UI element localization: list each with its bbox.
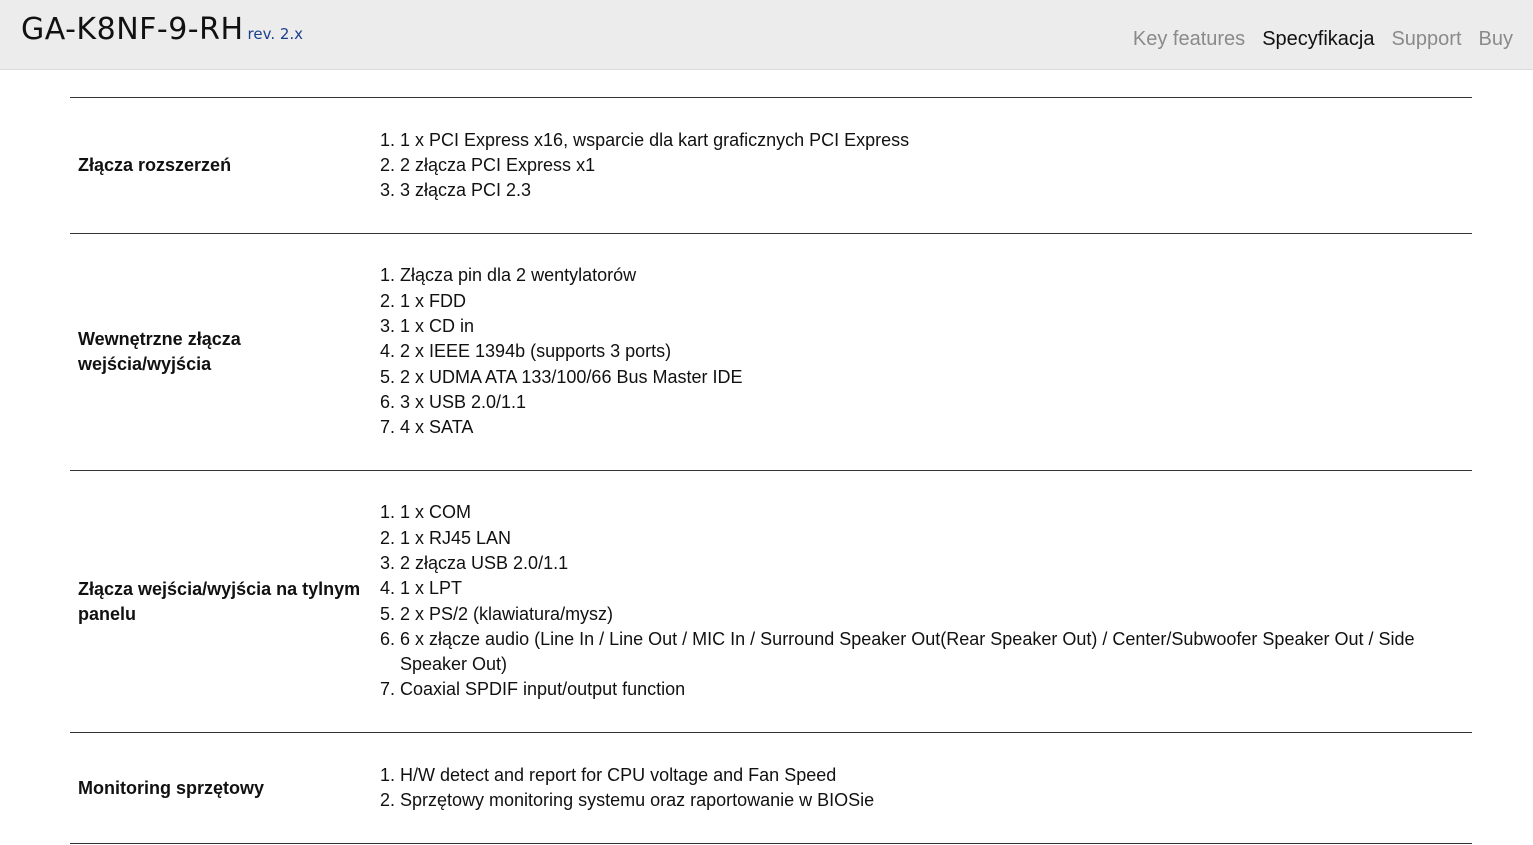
spec-list [375, 500, 1472, 702]
spec-row-internal-io [70, 234, 1472, 471]
spec-item: 2. 2 złącza PCI Express x1 [400, 153, 909, 178]
spec-label: Monitoring sprzętowy [78, 777, 264, 798]
spec-label: Złącza rozszerzeń [78, 155, 232, 175]
nav-specyfikacja[interactable]: Specyfikacja [1262, 28, 1375, 50]
spec-list [375, 763, 874, 814]
spec-table [70, 97, 1472, 844]
spec-item: 6. 6 x złącze audio (Line In / Line Out / MIC In / Surround Speaker Out(Rear Speaker Out) / Center/Subwoofer Speaker Out / Side Speaker Out) [400, 627, 1472, 678]
top-header-bar [0, 0, 1533, 70]
spec-row-rear-panel-io [70, 471, 1472, 733]
spec-item: 4. 2 x IEEE 1394b (supports 3 ports) [400, 339, 743, 364]
spec-values [375, 98, 1472, 233]
spec-item: 7. 4 x SATA [400, 415, 743, 440]
nav-key-features[interactable]: Key features [1132, 28, 1246, 50]
product-model: GA-K8NF-9-RH [21, 12, 244, 47]
spec-item: 1. 1 x COM [400, 500, 1472, 525]
spec-item: 1. 1 x PCI Express x16, wsparcie dla kart graficznych PCI Express [400, 128, 909, 153]
spec-row-expansion-slots [70, 98, 1472, 234]
spec-item: 6. 3 x USB 2.0/1.1 [400, 390, 743, 415]
spec-item: 2. 1 x RJ45 LAN [400, 526, 1472, 551]
spec-label: Złącza wejścia/wyjścia na tylnym panelu [78, 578, 361, 624]
spec-item: 5. 2 x UDMA ATA 133/100/66 Bus Master IDE [400, 365, 743, 390]
spec-item: 3. 2 złącza USB 2.0/1.1 [400, 551, 1472, 576]
spec-label: Wewnętrzne złącza wejścia/wyjścia [78, 329, 241, 374]
product-title [21, 12, 303, 47]
spec-item: 1. H/W detect and report for CPU voltage and Fan Speed [400, 763, 874, 788]
spec-item: 1. Złącza pin dla 2 wentylatorów [400, 263, 743, 288]
spec-item: 5. 2 x PS/2 (klawiatura/mysz) [400, 602, 1472, 627]
spec-item: 2. 1 x FDD [400, 289, 743, 314]
nav-support[interactable]: Support [1391, 28, 1462, 50]
spec-list [375, 128, 909, 204]
spec-values [375, 471, 1472, 732]
spec-values [375, 234, 1472, 470]
spec-list [375, 263, 743, 440]
spec-item: 4. 1 x LPT [400, 576, 1472, 601]
spec-item: 3. 1 x CD in [400, 314, 743, 339]
spec-item: 7. Coaxial SPDIF input/output function [400, 677, 1472, 702]
spec-item: 2. Sprzętowy monitoring systemu oraz raportowanie w BIOSie [400, 788, 874, 813]
spec-row-hardware-monitor [70, 733, 1472, 844]
nav-buy[interactable]: Buy [1478, 28, 1513, 50]
spec-item: 3. 3 złącza PCI 2.3 [400, 178, 909, 203]
product-revision: rev. 2.x [247, 25, 304, 43]
spec-values [375, 733, 1472, 843]
product-nav [1133, 28, 1513, 51]
